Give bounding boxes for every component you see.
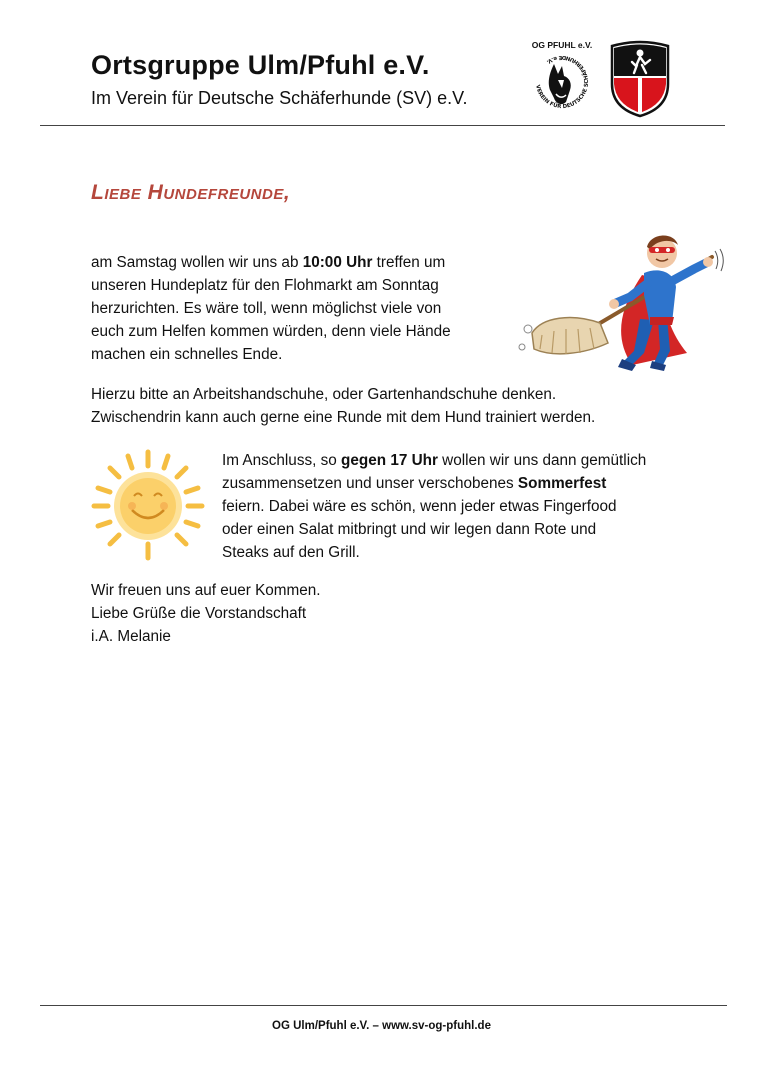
paragraph-work-day	[91, 251, 491, 366]
text-line: am Samstag wollen wir uns ab 10:00 Uhr treffen um	[91, 254, 446, 271]
footer-text: OG Ulm/Pfuhl e.V. – www.sv-og-pfuhl.de	[272, 1020, 491, 1032]
text-line: Zwischendrin kann auch gerne eine Runde mit dem Hund trainiert werden.	[91, 409, 596, 426]
text-line: Wir freuen uns auf euer Kommen.	[91, 582, 321, 599]
text-line: Steaks auf den Grill.	[222, 544, 360, 561]
text-line: oder einen Salat mitbringt und wir legen dann Rote und	[222, 521, 597, 538]
greeting-heading: Liebe Hundefreunde,	[91, 181, 291, 204]
closing-signature	[91, 579, 491, 648]
german-shepherd-emblem-icon	[524, 50, 600, 118]
sv-logo	[524, 40, 600, 118]
paragraph-gloves	[91, 383, 651, 429]
text-line: zusammensetzen und unser verschobenes Sommerfest	[222, 475, 607, 492]
text-line: unseren Hundeplatz für den Flohmarkt am Sonntag	[91, 277, 439, 294]
sv-logo-label: OG PFUHL e.V.	[531, 40, 593, 50]
paragraph-summer-party	[222, 449, 692, 564]
event-highlight: Sommerfest	[517, 475, 607, 492]
signature-line: i.A. Melanie	[91, 628, 171, 645]
time-highlight: 10:00 Uhr	[302, 254, 373, 271]
text-line: Liebe Grüße die Vorstandschaft	[91, 605, 307, 622]
time-highlight: gegen 17 Uhr	[341, 452, 438, 469]
smiling-sun-icon	[88, 446, 208, 564]
text-line: herzurichten. Es wäre toll, wenn möglichst viele von	[91, 300, 442, 317]
text-line: euch zum Helfen kommen würden, denn viele Hände	[91, 323, 451, 340]
text-line: Im Anschluss, so gegen 17 Uhr wollen wir uns dann gemütlich	[222, 452, 647, 469]
superhero-sweeping-icon	[512, 225, 727, 373]
text-line: feiern. Dabei wäre es schön, wenn jeder etwas Fingerfood	[222, 498, 617, 515]
page-title: Ortsgruppe Ulm/Pfuhl e.V.	[91, 50, 430, 80]
footer-divider	[40, 1005, 727, 1006]
sv-logo-ring-text: VEREIN FÜR DEUTSCHE SCHÄFERHUNDE e.V.	[534, 53, 591, 111]
page-subtitle: Im Verein für Deutsche Schäferhunde (SV) e.V.	[91, 88, 468, 108]
text-line: Hierzu bitte an Arbeitshandschuhe, oder Gartenhandschuhe denken.	[91, 386, 557, 403]
text-line: machen ein schnelles Ende.	[91, 346, 283, 363]
coat-of-arms-icon	[608, 40, 672, 118]
header-divider	[40, 125, 725, 126]
